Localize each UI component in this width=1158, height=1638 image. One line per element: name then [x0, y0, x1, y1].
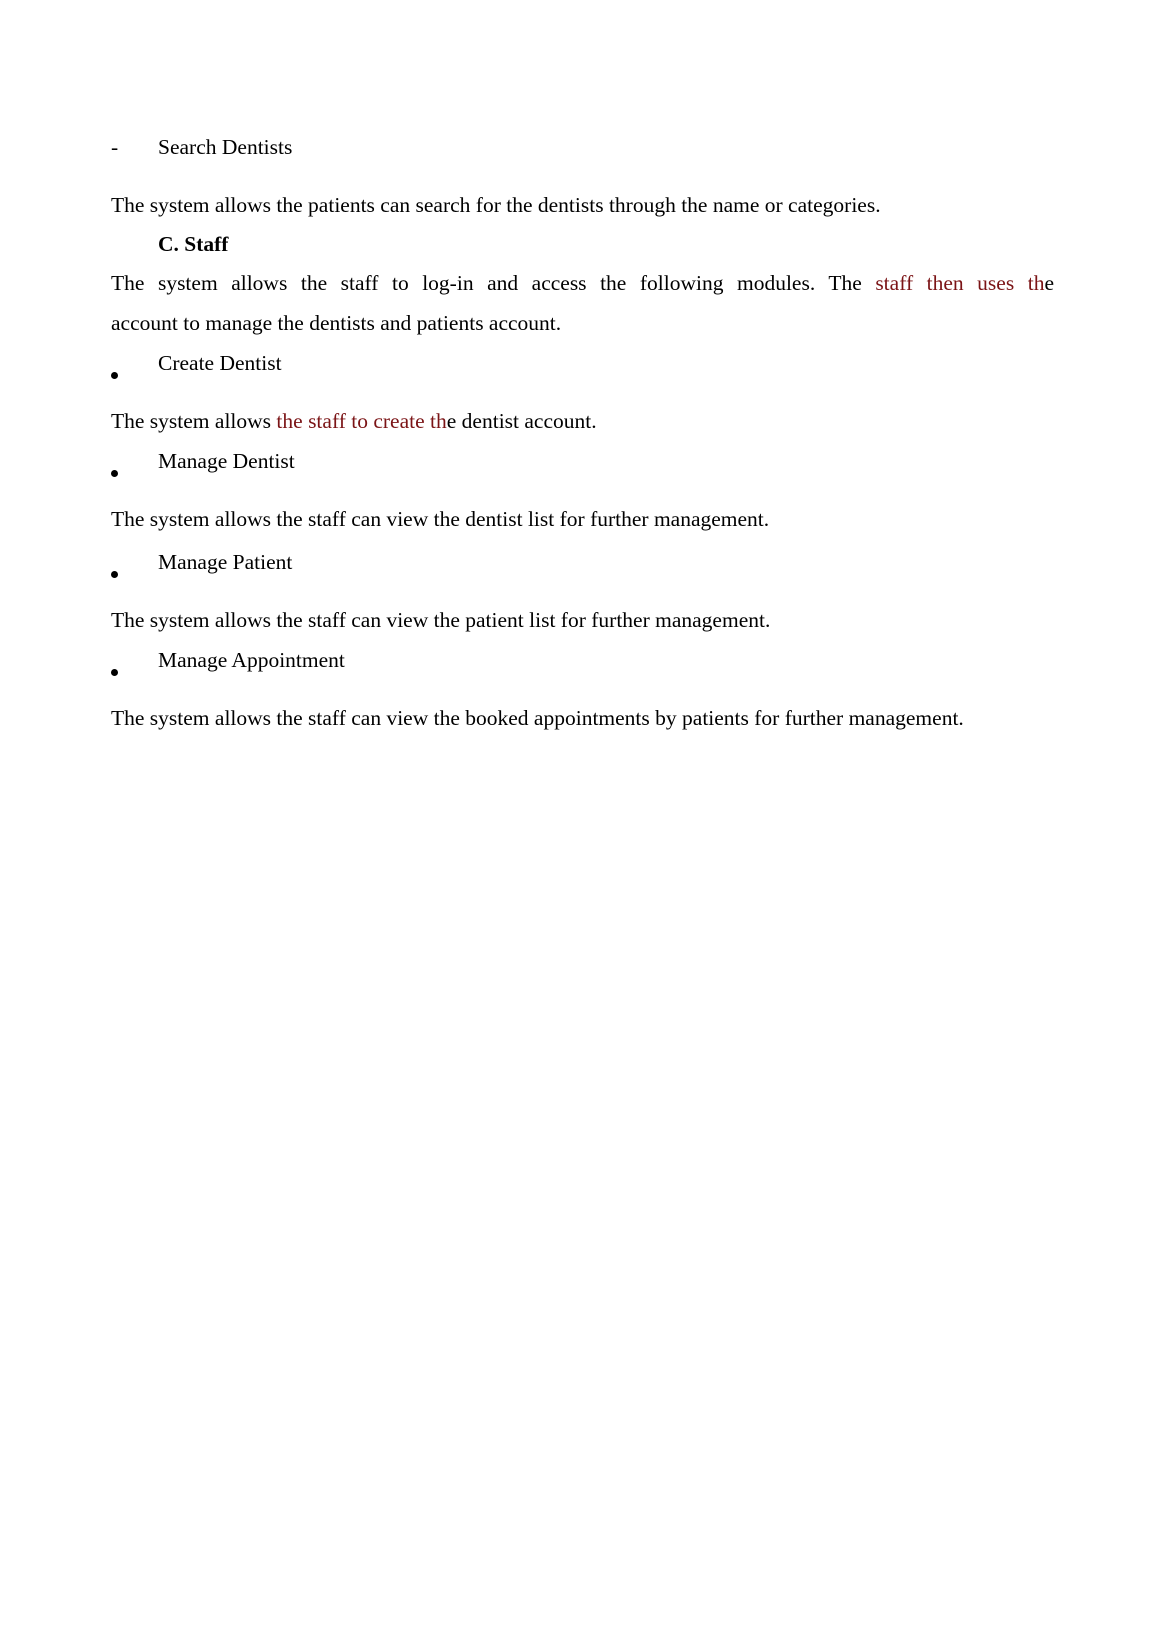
- staff-intro-text: The system allows the staff to log-in and access the following modules. The: [111, 271, 862, 295]
- bullet-icon: [111, 460, 118, 482]
- bullet-icon: [111, 659, 118, 681]
- module-desc-tail: e dentist account.: [446, 409, 597, 433]
- dash-marker: -: [111, 135, 119, 159]
- staff-intro-line-1: [111, 273, 1054, 295]
- module-desc-text: The system allows: [111, 409, 277, 433]
- staff-section-heading: C. Staff: [158, 232, 229, 256]
- staff-intro-line-2: account to manage the dentists and patients account.: [111, 311, 562, 335]
- module-desc-create-dentist: [111, 411, 597, 433]
- bullet-icon: [111, 362, 118, 384]
- module-desc-manage-appointment: The system allows the staff can view the booked appointments by patients for further management.: [111, 706, 964, 730]
- module-desc-manage-patient: The system allows the staff can view the patient list for further management.: [111, 608, 771, 632]
- module-title-manage-appointment: Manage Appointment: [158, 648, 345, 672]
- module-title-create-dentist: Create Dentist: [158, 351, 282, 375]
- module-desc-highlight: the staff to create th: [276, 409, 447, 433]
- search-dentists-description: The system allows the patients can search for the dentists through the name or categories.: [111, 193, 881, 217]
- module-title-manage-patient: Manage Patient: [158, 550, 293, 574]
- staff-intro-highlight: staff then uses th: [875, 271, 1045, 295]
- module-desc-manage-dentist: The system allows the staff can view the dentist list for further management.: [111, 507, 770, 531]
- module-title-manage-dentist: Manage Dentist: [158, 449, 295, 473]
- search-dentists-heading: Search Dentists: [158, 135, 293, 159]
- bullet-icon: [111, 561, 118, 583]
- staff-intro-tail: e: [1044, 271, 1055, 295]
